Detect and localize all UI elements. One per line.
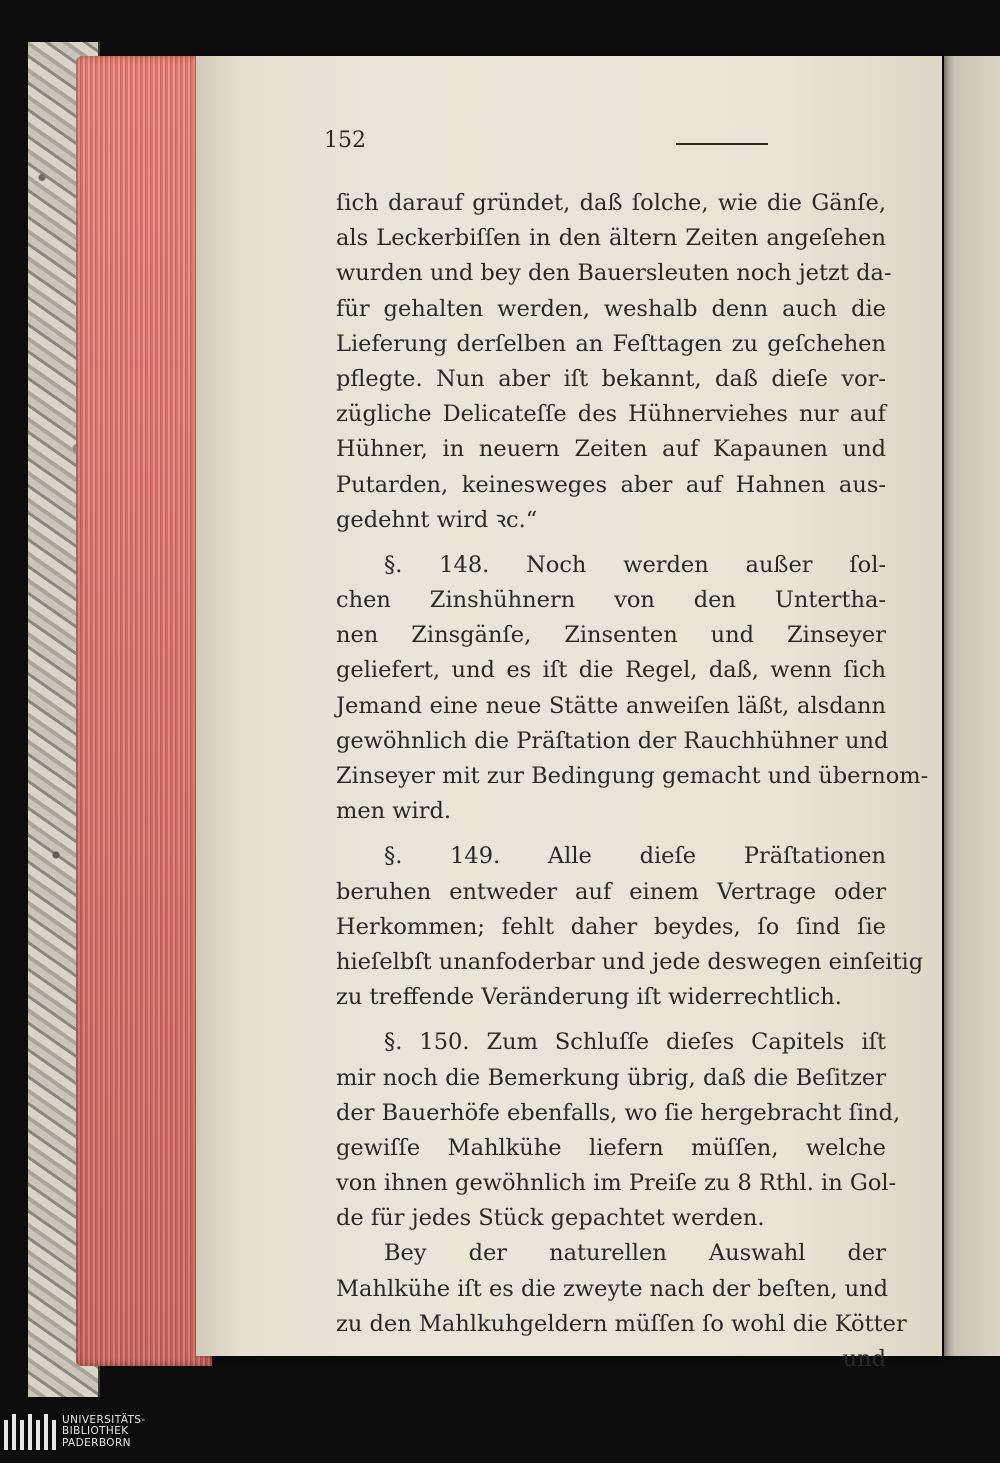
text-line: de für jedes Stück gepachtet werden.	[336, 1205, 765, 1232]
text-line: ſich darauf gründet, daß ſolche, wie die Gänſe,	[336, 190, 886, 216]
text-line: von ihnen gewöhnlich im Preiſe zu 8 Rthl. in Gol-	[336, 1170, 897, 1197]
text-line: mir noch die Bemerkung übrig, daß die Beſitzer	[336, 1064, 886, 1091]
text-line: Lieferung derſelben an Feſttagen zu geſchehen	[336, 330, 886, 357]
text-line: Jemand eine neue Stätte anweiſen läßt, alsdann	[336, 692, 886, 719]
text-line: geliefert, und es iſt die Regel, daß, wenn ſich	[336, 657, 886, 684]
section-148-start: §. 148. Noch werden außer ſol-	[384, 551, 886, 578]
text-line: Mahlkühe iſt es die zweyte nach der beſten, und	[336, 1275, 889, 1302]
catchword: und	[842, 1346, 886, 1372]
section-150-start: §. 150. Zum Schluſſe dieſes Capitels iſt	[384, 1029, 886, 1056]
text-line: gedehnt wird ꝛc.“	[336, 506, 538, 533]
text-line: men wird.	[336, 798, 452, 825]
text-line: gewiſſe Mahlkühe liefern müſſen, welche	[336, 1134, 886, 1161]
text-line: zu den Mahlkuhgeldern müſſen ſo wohl die Kötter	[336, 1310, 907, 1337]
text-line: Hühner, in neuern Zeiten auf Kapaunen und	[336, 436, 886, 463]
text-line: für gehalten werden, weshalb denn auch die	[336, 295, 886, 322]
text-line: zu treffende Veränderung iſt widerrechtlich.	[336, 984, 842, 1011]
text-line: zügliche Delicateſſe des Hühnerviehes nur auf	[336, 401, 886, 428]
text-line: der Bauerhöfe ebenfalls, wo ſie hergebracht ſind,	[336, 1099, 901, 1126]
text-line: hieſelbſt unanfoderbar und jede deswegen einſeitig	[336, 948, 924, 975]
page-edges	[76, 56, 212, 1366]
library-name: UNIVERSITÄTS- BIBLIOTHEK PADERBORN	[62, 1413, 146, 1449]
text-line: Herkommen; fehlt daher beydes, ſo ſind ſie	[336, 913, 886, 940]
logo-bars-icon	[4, 1414, 56, 1450]
text-line: Putarden, keinesweges aber auf Hahnen aus-	[336, 471, 886, 498]
text-line: wurden und bey den Bauersleuten noch jetzt da-	[336, 260, 892, 287]
running-head	[324, 128, 882, 158]
page-number: 152	[324, 128, 366, 153]
text-line: chen Zinshühnern von den Untertha-	[336, 587, 886, 614]
library-logo	[0, 1412, 146, 1452]
text-line: als Leckerbiſſen in den ältern Zeiten angeſehen	[336, 225, 886, 252]
section-149-start: §. 149. Alle dieſe Präſtationen	[384, 843, 886, 870]
facing-page	[944, 56, 1000, 1356]
text-line: nen Zinsgänſe, Zinsenten und Zinseyer	[336, 622, 886, 649]
text-line: pflegte. Nun aber iſt bekannt, daß dieſe vor-	[336, 365, 886, 392]
text-line: beruhen entweder auf einem Vertrage oder	[336, 878, 886, 905]
body-text	[336, 186, 929, 1377]
paragraph-start: Bey der naturellen Auswahl der	[384, 1240, 886, 1267]
text-line: gewöhnlich die Präſtation der Rauchhühner und	[336, 727, 889, 754]
book-page	[196, 56, 942, 1372]
head-rule	[676, 143, 768, 145]
text-line: Zinseyer mit zur Bedingung gemacht und übernom-	[336, 763, 929, 789]
